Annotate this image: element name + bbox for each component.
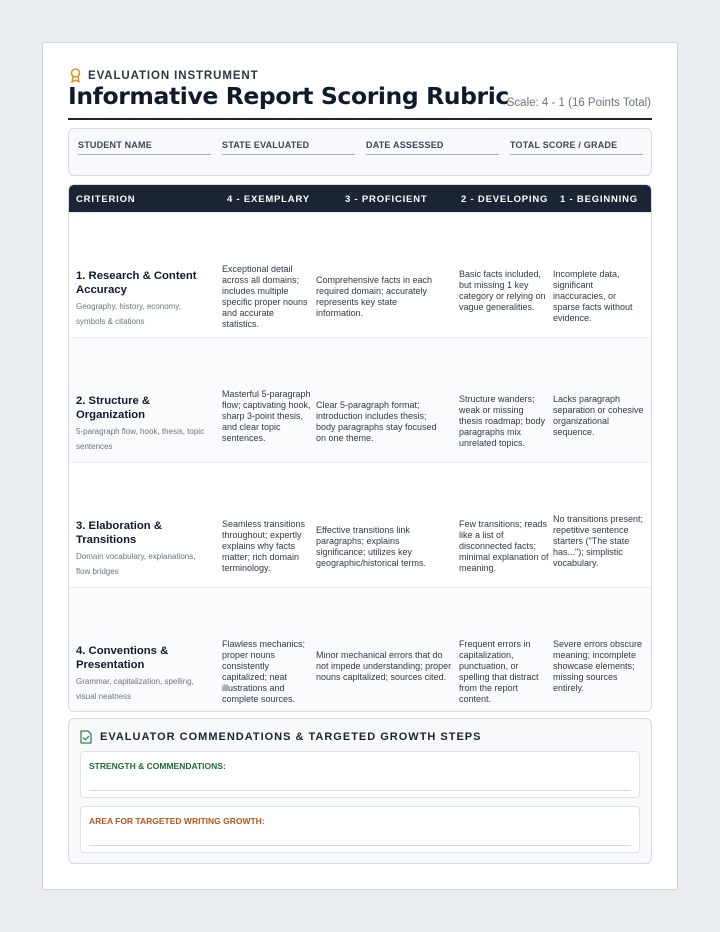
rubric-table [68, 184, 652, 712]
rubric-row-research [69, 212, 651, 337]
total-score-line[interactable] [510, 154, 643, 155]
strength-label: STRENGTH & COMMENDATIONS: [89, 761, 226, 771]
award-ribbon-icon [69, 68, 82, 83]
state-evaluated-line[interactable] [222, 154, 355, 155]
evaluator-panel [68, 718, 652, 864]
field-label: TOTAL SCORE / GRADE [510, 140, 618, 150]
criterion-cell [76, 394, 206, 454]
title-divider [68, 118, 652, 120]
criterion-subtitle: Grammar, capitalization, spelling, visual neatness [76, 677, 194, 701]
criterion-cell [76, 644, 206, 704]
level-1-text: Incomplete data, significant inaccuracies, or sparse facts without evidence. [553, 269, 633, 323]
col-exemplary: 4 - EXEMPLARY [227, 194, 310, 205]
evaluator-heading [80, 730, 481, 744]
rubric-row-elaboration [69, 462, 651, 587]
criterion-title: 3. Elaboration & Transitions [76, 520, 162, 546]
level-1-text: Severe errors obscure meaning; incomplete showcase elements; missing sources entirely. [553, 639, 643, 693]
field-label: STUDENT NAME [78, 140, 152, 150]
level-2-text: Basic facts included, but missing 1 key category or relying on vague generalities. [459, 269, 546, 312]
rubric-row-structure [69, 337, 651, 462]
col-beginning: 1 - BEGINNING [560, 194, 638, 205]
growth-label: AREA FOR TARGETED WRITING GROWTH: [89, 816, 265, 826]
strength-box[interactable] [80, 751, 640, 798]
level-4-text: Flawless mechanics; proper nouns consistently capitalized; neat illustrations and complete sources. [222, 639, 306, 704]
student-name-field[interactable] [78, 140, 152, 150]
criterion-title: 4. Conventions & Presentation [76, 645, 169, 671]
level-3-text: Comprehensive facts in each required domain; accurately represents key state information. [316, 275, 433, 318]
level-1-text: Lacks paragraph separation or cohesive organizational sequence. [553, 394, 644, 437]
rubric-page [42, 42, 678, 890]
student-name-line[interactable] [78, 154, 211, 155]
student-info-panel [68, 128, 652, 176]
total-score-field[interactable] [510, 140, 617, 150]
level-4-text: Masterful 5-paragraph flow; captivating hook, sharp 3-point thesis, and clear topic sentences. [222, 389, 311, 443]
rubric-header-row [69, 185, 651, 212]
growth-writing-line[interactable] [89, 845, 631, 846]
scale-note: Scale: 4 - 1 (16 Points Total) [506, 97, 651, 109]
growth-box[interactable] [80, 806, 640, 853]
col-developing: 2 - DEVELOPING [461, 194, 549, 205]
state-evaluated-field[interactable] [222, 140, 309, 150]
document-check-icon [80, 730, 92, 744]
date-assessed-line[interactable] [366, 154, 499, 155]
criterion-subtitle: Geography, history, economy, symbols & citations [76, 302, 181, 326]
eyebrow-label: EVALUATION INSTRUMENT [88, 69, 259, 82]
col-criterion: CRITERION [76, 194, 136, 205]
level-3-text: Effective transitions link paragraphs; explains significance; utilizes key geographic/historical terms. [316, 525, 427, 568]
col-proficient: 3 - PROFICIENT [345, 194, 428, 205]
evaluator-title: EVALUATOR COMMENDATIONS & TARGETED GROWTH STEPS [100, 731, 482, 743]
date-assessed-field[interactable] [366, 140, 444, 150]
level-4-text: Seamless transitions throughout; expertly explains why facts matter; rich domain terminology. [222, 519, 306, 573]
criterion-cell [76, 519, 206, 579]
rubric-row-conventions [69, 587, 651, 712]
level-2-text: Few transitions; reads like a list of disconnected facts; minimal explanation of meaning. [459, 519, 549, 573]
field-label: DATE ASSESSED [366, 140, 444, 150]
level-2-text: Frequent errors in capitalization, punctuation, or spelling that distract from the report content. [459, 639, 539, 704]
strength-writing-line[interactable] [89, 790, 631, 791]
field-label: STATE EVALUATED [222, 140, 310, 150]
criterion-title: 1. Research & Content Accuracy [76, 270, 197, 296]
page-title: Informative Report Scoring Rubric [68, 82, 509, 110]
level-4-text: Exceptional detail across all domains; includes multiple specific proper nouns and accurate statistics. [222, 264, 308, 329]
criterion-subtitle: 5-paragraph flow, hook, thesis, topic sentences [76, 427, 205, 451]
eyebrow [69, 68, 259, 83]
level-1-text: No transitions present; repetitive sentence starters ("The state has..."); simplistic vocabulary. [553, 514, 644, 568]
level-3-text: Clear 5-paragraph format; introduction includes thesis; body paragraphs stay focused on one theme. [316, 400, 437, 443]
level-2-text: Structure wanders; weak or missing thesis roadmap; body paragraphs mix unrelated topics. [459, 394, 546, 448]
level-3-text: Minor mechanical errors that do not impede understanding; proper nouns capitalized; sources cited. [316, 650, 452, 682]
criterion-title: 2. Structure & Organization [76, 395, 151, 421]
criterion-subtitle: Domain vocabulary, explanations, flow bridges [76, 552, 196, 576]
criterion-cell [76, 269, 206, 329]
